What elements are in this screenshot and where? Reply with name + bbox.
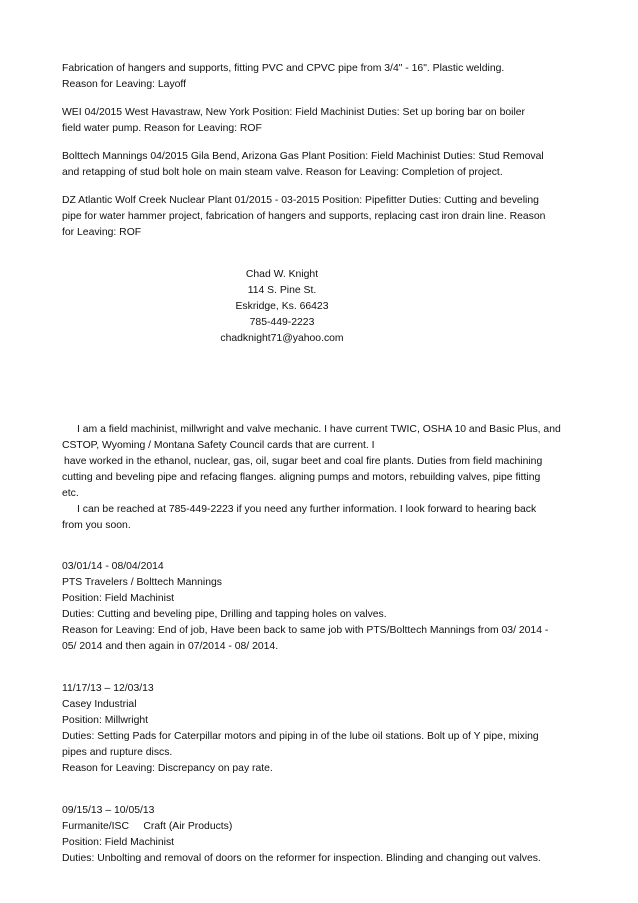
furmanite-company: Furmanite/ISC Craft (Air Products) <box>62 821 233 832</box>
casey-company: Casey Industrial <box>62 699 137 710</box>
summary-line-7: from you soon. <box>62 520 131 531</box>
pts-position: Position: Field Machinist <box>62 593 175 604</box>
furmanite-duties: Duties: Unbolting and removal of doors on the reformer for inspection. Blinding and changing out valves. <box>62 853 541 864</box>
contact-street: 114 S. Pine St. <box>247 285 317 296</box>
contact-phone: 785-449-2223 <box>249 317 315 328</box>
dz-atlantic-line-1: DZ Atlantic Wolf Creek Nuclear Plant 01/2015 - 03-2015 Position: Pipefitter Duties: Cutting and beveling <box>62 195 539 206</box>
summary-line-6: I can be reached at 785-449-2223 if you need any further information. I look forward to hearing back <box>77 504 537 515</box>
casey-position: Position: Millwright <box>62 715 149 726</box>
wei-line-1: WEI 04/2015 West Havastraw, New York Position: Field Machinist Duties: Set up boring bar on boiler <box>62 107 525 118</box>
pts-company: PTS Travelers / Bolttech Mannings <box>62 577 222 588</box>
pts-duties: Duties: Cutting and beveling pipe, Drilling and tapping holes on valves. <box>62 609 387 620</box>
wei-line-2: field water pump. Reason for Leaving: ROF <box>62 123 262 134</box>
contact-city: Eskridge, Ks. 66423 <box>235 301 329 312</box>
summary-line-4: cutting and beveling pipe and refacing flanges. aligning pumps and motors, rebuilding valves, pipe fitting <box>62 472 541 483</box>
bolttech-line-1: Bolttech Mannings 04/2015 Gila Bend, Arizona Gas Plant Position: Field Machinist Duties: Stud Removal <box>62 151 544 162</box>
summary-line-3: have worked in the ethanol, nuclear, gas, oil, sugar beet and coal fire plants. Duties from field machining <box>64 456 543 467</box>
bolttech-line-2: and retapping of stud bolt hole on main steam valve. Reason for Leaving: Completion of project. <box>62 167 503 178</box>
contact-name: Chad W. Knight <box>245 269 319 280</box>
pts-reason-1: Reason for Leaving: End of job, Have been back to same job with PTS/Bolttech Mannings from 03/ 2014 - <box>62 625 549 636</box>
casey-dates: 11/17/13 – 12/03/13 <box>62 683 154 694</box>
furmanite-position: Position: Field Machinist <box>62 837 175 848</box>
casey-duties-1: Duties: Setting Pads for Caterpillar motors and piping in of the lube oil stations. Bolt up of Y pipe, mixing <box>62 731 539 742</box>
casey-duties-2: pipes and rupture discs. <box>62 747 173 758</box>
contact-email: chadknight71@yahoo.com <box>220 333 344 344</box>
furmanite-dates: 09/15/13 – 10/05/13 <box>62 805 155 816</box>
dz-atlantic-line-3: for Leaving: ROF <box>62 227 142 238</box>
job-top-duties: Fabrication of hangers and supports, fitting PVC and CPVC pipe from 3/4" - 16". Plastic welding. <box>62 63 505 74</box>
job-top-reason: Reason for Leaving: Layoff <box>62 79 187 90</box>
summary-line-2: CSTOP, Wyoming / Montana Safety Council cards that are current. I <box>62 440 375 451</box>
summary-line-1: I am a field machinist, millwright and valve mechanic. I have current TWIC, OSHA 10 and Basic Plus, and <box>77 424 561 435</box>
casey-reason: Reason for Leaving: Discrepancy on pay rate. <box>62 763 273 774</box>
pts-dates: 03/01/14 - 08/04/2014 <box>62 561 164 572</box>
dz-atlantic-line-2: pipe for water hammer project, fabrication of hangers and supports, replacing cast iron drain line. Reason <box>62 211 546 222</box>
pts-reason-2: 05/ 2014 and then again in 07/2014 - 08/ 2014. <box>62 641 279 652</box>
summary-line-5: etc. <box>62 488 79 499</box>
